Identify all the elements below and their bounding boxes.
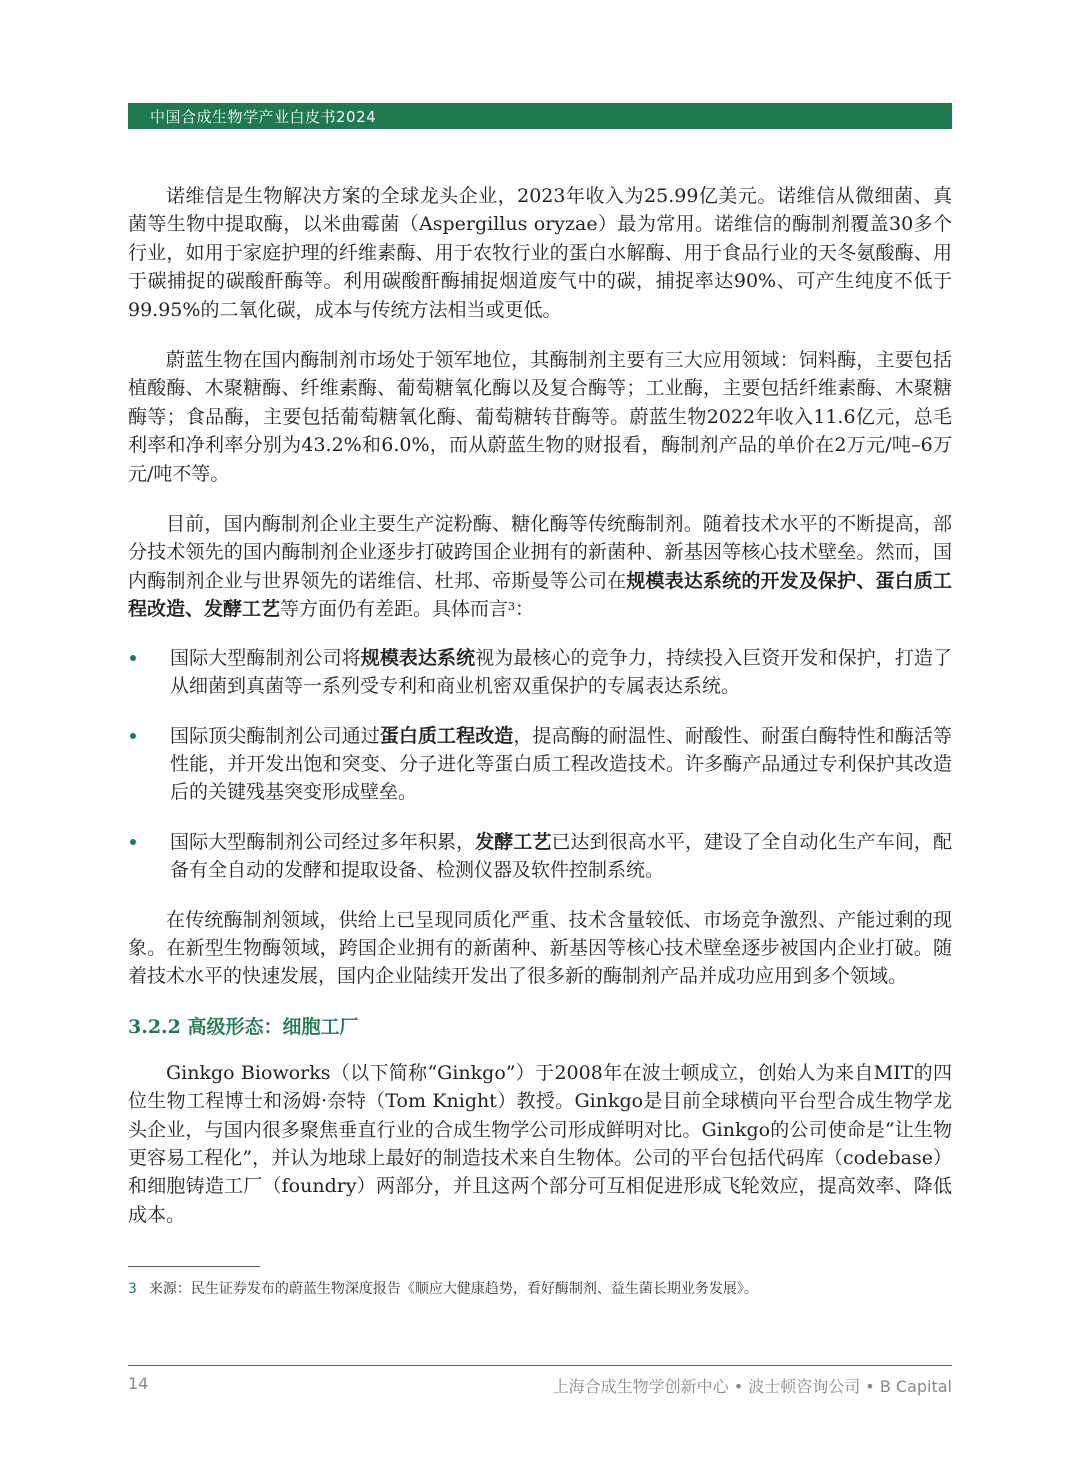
- bullet-text: 国际大型酶制剂公司将: [170, 646, 361, 669]
- paragraph-text: ：: [515, 598, 535, 621]
- footer-divider: [128, 1365, 952, 1366]
- bullet-list: [128, 644, 952, 885]
- page-number: 14: [128, 1374, 149, 1393]
- paragraph-novozymes: 诺维信是生物解决方案的全球龙头企业，2023年收入为25.99亿美元。诺维信从微细菌、真菌等生物中提取酶，以米曲霉菌（Aspergillus oryzae）最为常用。诺维信的酶制剂覆盖30多个行业，如用于家庭护理的纤维素酶、用于农牧行业的蛋白水解酶、用于食品行业的天冬氨酸酶、用于碳捕捉的碳酸酐酶等。利用碳酸酐酶捕捉烟道废气中的碳，捕捉率达90%、可产生纯度不低于99.95%的二氧化碳，成本与传统方法相当或更低。: [128, 185, 952, 321]
- bullet-emphasis: 规模表达系统: [360, 646, 476, 669]
- paragraph-text: 等方面仍有差距。具体而言: [280, 598, 509, 621]
- paragraph-traditional-enzymes: 在传统酶制剂领域，供给上已呈现同质化严重、技术含量较低、市场竞争激烈、产能过剩的现象。在新型生物酶领域，跨国企业拥有的新菌种、新基因等核心技术壁垒逐步被国内企业打破。随着技术水平的快速发展，国内企业陆续开发出了很多新的酶制剂产品并成功应用到多个领域。: [128, 908, 952, 988]
- list-item: [128, 644, 952, 701]
- bullet-emphasis: 蛋白质工程改造: [379, 724, 514, 747]
- footnote-number: 3: [128, 1281, 137, 1297]
- paragraph-ginkgo: Ginkgo Bioworks（以下简称“Ginkgo”）于2008年在波士顿成立，创始人为来自MIT的四位生物工程博士和汤姆·奈特（Tom Knight）教授。Ginkgo是目前全球横向平台型合成生物学龙头企业，与国内很多聚焦垂直行业的合成生物学公司形成鲜明对比。Ginkgo的公司使命是“让生物更容易工程化”，并认为地球上最好的制造技术来自生物体。公司的平台包括代码库（codebase）和细胞铸造工厂（foundry）两部分，并且这两个部分可互相促进形成飞轮效应，提高效率、降低成本。: [128, 1061, 952, 1226]
- main-content: [128, 182, 952, 1251]
- paragraph-text: 目前，国内酶制剂企业主要生产淀粉酶、糖化酶等传统酶制剂。随着技术水平的不断提高，部分技术领先的国内酶制剂企业逐步打破跨国企业拥有的新菌种、新基因等核心技术壁垒。然而，国内酶制剂企业与世界领先的诺维信、杜邦、帝斯曼等公司在: [128, 513, 952, 592]
- bullet-text: 国际大型酶制剂公司经过多年积累，: [170, 830, 476, 853]
- paragraph-domestic-enzymes: [128, 510, 952, 624]
- bullet-icon: [130, 655, 136, 661]
- footer-organizations: 上海合成生物学创新中心 • 波士顿咨询公司 • B Capital: [552, 1377, 952, 1396]
- section-heading: 3.2.2 高级形态：细胞工厂: [128, 1015, 359, 1038]
- header-bar: [128, 103, 952, 129]
- list-item: [128, 722, 952, 807]
- footnote: [128, 1278, 952, 1298]
- bullet-text: 已达到很高水平，建设了全自动化生产车间，配备有全自动的发酵和提取设备、检测仪器及软件控制系统。: [170, 830, 952, 882]
- footnote-divider: [128, 1266, 260, 1267]
- bullet-text: 国际顶尖酶制剂公司通过: [170, 724, 380, 747]
- bullet-icon: [130, 839, 136, 845]
- bullet-emphasis: 发酵工艺: [475, 830, 552, 853]
- list-item: [128, 828, 952, 885]
- paragraph-vland: 蔚蓝生物在国内酶制剂市场处于领军地位，其酶制剂主要有三大应用领域：饲料酶，主要包括植酸酶、木聚糖酶、纤维素酶、葡萄糖氧化酶以及复合酶等；工业酶，主要包括纤维素酶、木聚糖酶等；食品酶，主要包括葡萄糖氧化酶、葡萄糖转苷酶等。蔚蓝生物2022年收入11.6亿元，总毛利率和净利率分别为43.2%和6.0%，而从蔚蓝生物的财报看，酶制剂产品的单价在2万元/吨–6万元/吨不等。: [128, 349, 952, 485]
- footnote-text: 来源：民生证券发布的蔚蓝生物深度报告《顺应大健康趋势，看好酶制剂、益生菌长期业务发展》。: [148, 1281, 758, 1297]
- footnote-ref[interactable]: 3: [508, 600, 516, 614]
- bullet-icon: [130, 733, 136, 739]
- document-title: 中国合成生物学产业白皮书2024: [150, 108, 377, 126]
- emphasis-text: 规模表达系统的开发及保护、蛋白质工程改造、发酵工艺: [128, 569, 952, 621]
- bullet-text: ，提高酶的耐温性、耐酸性、耐蛋白酶特性和酶活等性能，并开发出饱和突变、分子进化等蛋白质工程改造技术。许多酶产品通过专利保护其改造后的关键残基突变形成壁垒。: [170, 724, 952, 804]
- bullet-text: 视为最核心的竞争力，持续投入巨资开发和保护，打造了从细菌到真菌等一系列受专利和商业机密双重保护的专属表达系统。: [170, 646, 952, 698]
